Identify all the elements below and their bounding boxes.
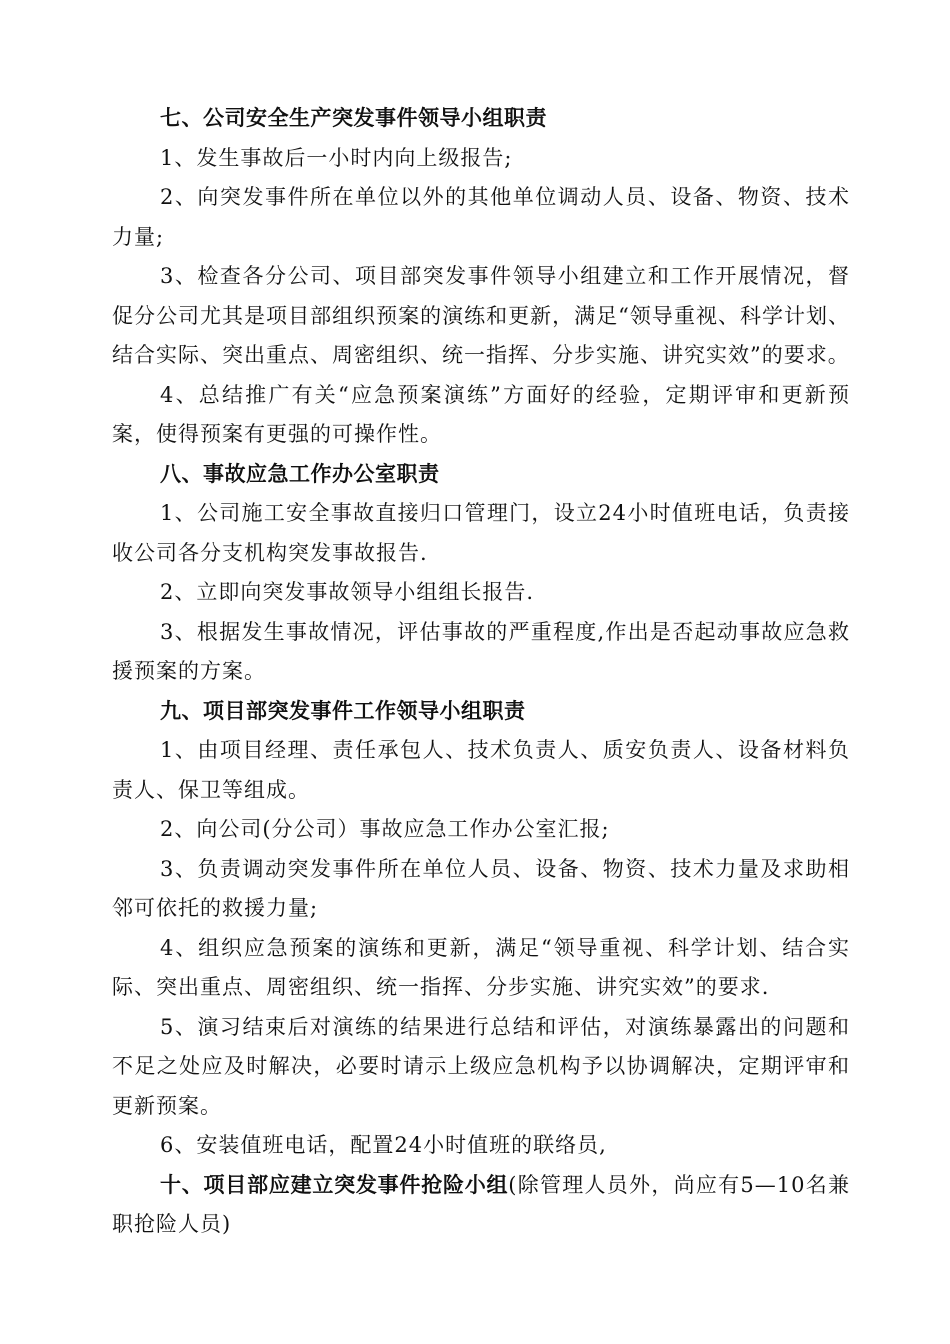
list-item: 3、负责调动突发事件所在单位人员、设备、物资、技术力量及求助相邻可依托的救援力量; <box>112 856 850 920</box>
section-heading-10-title: 十、项目部应建立突发事件抢险小组 <box>160 1172 509 1197</box>
list-item: 2、向公司(分公司）事故应急工作办公室汇报; <box>160 817 610 841</box>
list-item: 4、总结推广有关“应急预案演练”方面好的经验，定期评审和更新预案，使得预案有更强的可操作性。 <box>112 382 850 446</box>
list-item: 1、由项目经理、责任承包人、技术负责人、质安负责人、设备材料负责人、保卫等组成。 <box>112 738 850 802</box>
list-item: 6、安装值班电话，配置24小时值班的联络员, <box>160 1133 607 1157</box>
list-item: 4、组织应急预案的演练和更新，满足“领导重视、科学计划、结合实际、突出重点、周密组织、统一指挥、分步实施、讲究实效”的要求. <box>112 935 850 999</box>
list-item: 3、根据发生事故情况，评估事故的严重程度,作出是否起动事故应急救援预案的方案。 <box>112 619 850 683</box>
list-item: 2、立即向突发事故领导小组组长报告. <box>160 580 535 604</box>
list-item: 2、向突发事件所在单位以外的其他单位调动人员、设备、物资、技术力量; <box>112 185 850 249</box>
section-heading-8: 八、事故应急工作办公室职责 <box>160 461 440 486</box>
list-item: 5、演习结束后对演练的结果进行总结和评估，对演练暴露出的问题和不足之处应及时解决，必要时请示上级应急机构予以协调解决，定期评审和更新预案。 <box>112 1014 850 1118</box>
section-heading-10-note: (除管理人员外，尚应有5—10名兼职抢险人员) <box>112 1172 851 1236</box>
section-heading-10 <box>112 1166 850 1245</box>
list-item: 1、发生事故后一小时内向上级报告; <box>160 145 513 170</box>
section-heading-9: 九、项目部突发事件工作领导小组职责 <box>160 698 526 723</box>
document-page <box>112 99 850 1245</box>
list-item: 1、公司施工安全事故直接归口管理门，设立24小时值班电话，负责接收公司各分支机构突发事故报告. <box>112 501 850 565</box>
section-heading-7: 七、公司安全生产突发事件领导小组职责 <box>160 106 547 130</box>
list-item: 3、检查各分公司、项目部突发事件领导小组建立和工作开展情况，督促分公司尤其是项目部组织预案的演练和更新，满足“领导重视、科学计划、结合实际、突出重点、周密组织、统一指挥、分步实施、讲究实效”的要求。 <box>112 264 850 367</box>
